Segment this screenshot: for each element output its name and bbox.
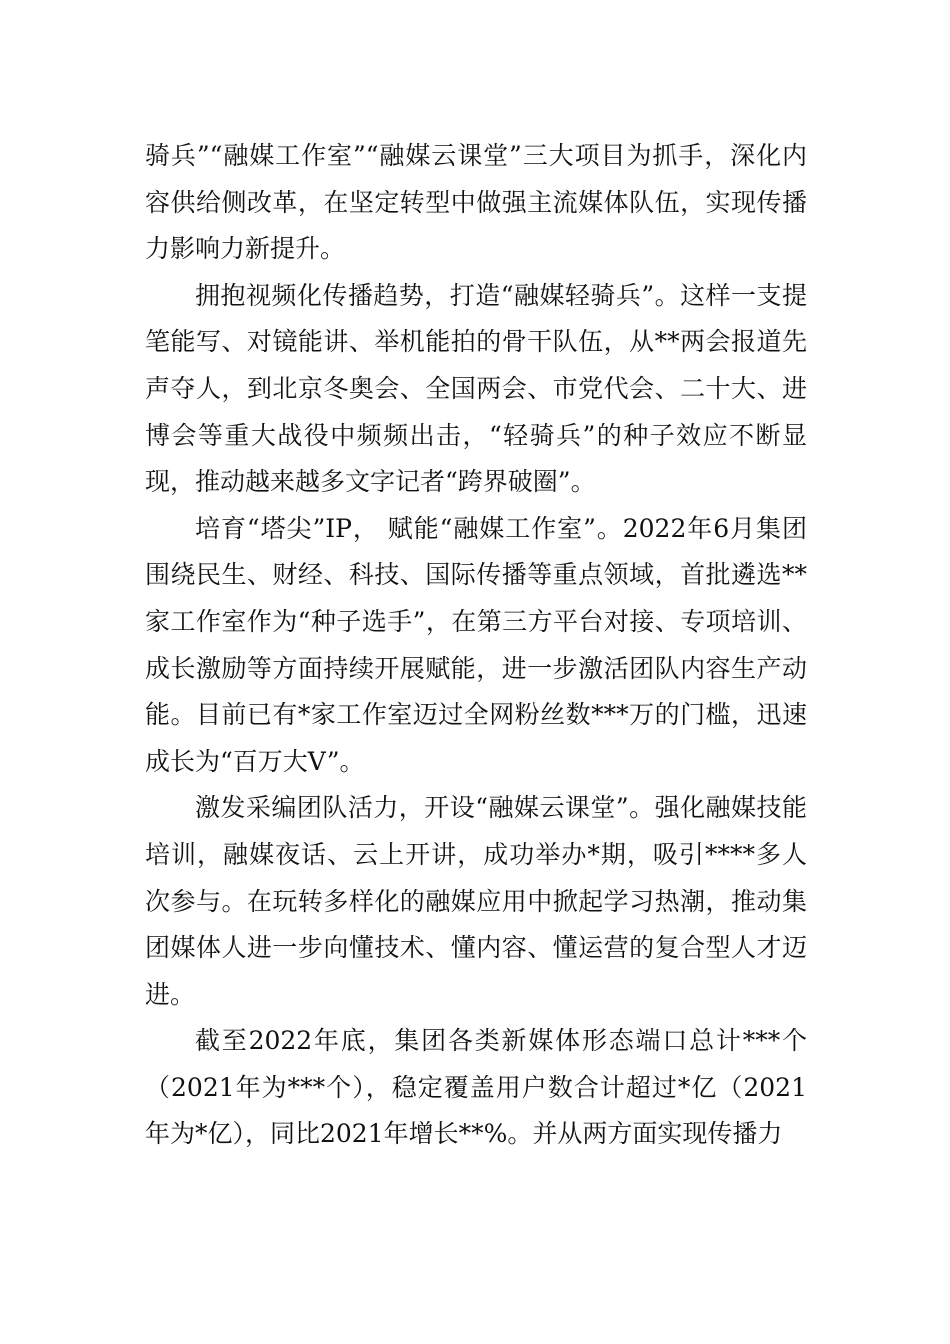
- document-body: [145, 133, 807, 1158]
- paragraph-cloud-class: 激发采编团队活力，开设“融媒云课堂”。强化融媒技能培训，融媒夜话、云上开讲，成功举办*期，吸引****多人次参与。在玩转多样化的融媒应用中掀起学习热潮，推动集团媒体人进一步向懂技术、懂内容、懂运营的复合型人才迈进。: [145, 793, 807, 1009]
- paragraph-statistics: 截至2022年底，集团各类新媒体形态端口总计***个（2021年为***个），稳定覆盖用户数合计超过*亿（2021年为*亿），同比2021年增长**%。并从两方面实现传播力: [145, 1026, 807, 1149]
- paragraph-light-cavalry: 拥抱视频化传播趋势，打造“融媒轻骑兵”。这样一支提笔能写、对镜能讲、举机能拍的骨干队伍，从**两会报道先声夺人，到北京冬奥会、全国两会、市党代会、二十大、进博会等重大战役中频频出击，“轻骑兵”的种子效应不断显现，推动越来越多文字记者“跨界破圈”。: [145, 280, 807, 497]
- paragraph-studio: 培育“塔尖”IP， 赋能“融媒工作室”。2022年6月集团围绕民生、财经、科技、国际传播等重点领域，首批遴选**家工作室作为“种子选手”，在第三方平台对接、专项培训、成长激励等方面持续开展赋能，进一步激活团队内容生产动能。目前已有*家工作室迈过全网粉丝数***万的门槛，迅速成长为“百万大V”。: [145, 513, 807, 776]
- paragraph-continuation: 骑兵”“融媒工作室”“融媒云课堂”三大项目为抓手，深化内容供给侧改革，在坚定转型中做强主流媒体队伍，实现传播力影响力新提升。: [145, 141, 807, 264]
